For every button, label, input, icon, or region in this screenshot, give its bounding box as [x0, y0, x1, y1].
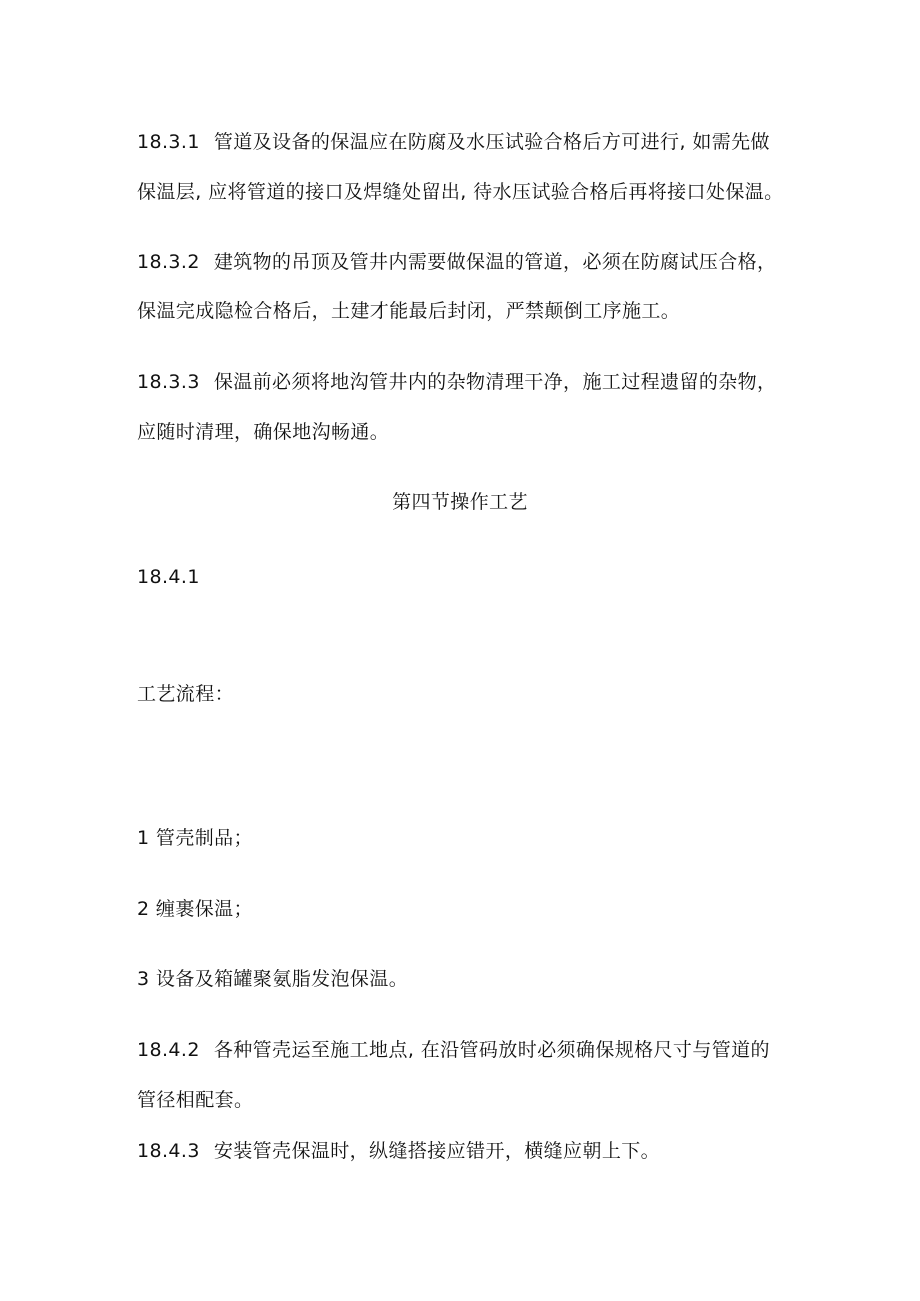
- clause-number: 18.3.1: [137, 131, 200, 153]
- paragraph-18-4-2-line-2: 管径相配套。: [137, 1089, 254, 1111]
- clause-number: 18.3.3: [137, 371, 200, 393]
- clause-number: 18.4.2: [137, 1039, 200, 1061]
- clause-text: 管道及设备的保温应在防腐及水压试验合格后方可进行, 如需先做: [213, 131, 770, 153]
- clause-number: 18.3.2: [137, 251, 200, 273]
- paragraph-18-3-1-line-1: [137, 130, 770, 154]
- clause-text: 安装管壳保温时，纵缝搭接应错开，横缝应朝上下。: [213, 1140, 661, 1162]
- paragraph-18-4-2-line-1: [137, 1038, 770, 1062]
- paragraph-18-3-2-line-2: 保温完成隐检合格后，土建才能最后封闭，严禁颠倒工序施工。: [137, 300, 681, 322]
- process-flow-label: 工艺流程：: [137, 683, 235, 705]
- clause-text: 保温前必须将地沟管井内的杂物清理干净，施工过程遗留的杂物，: [213, 371, 777, 393]
- clause-text: 建筑物的吊顶及管井内需要做保温的管道，必须在防腐试压合格，: [213, 251, 777, 273]
- paragraph-18-3-3-line-1: [137, 370, 776, 394]
- list-item-2: 2 缠裹保温；: [137, 898, 253, 920]
- list-item-1: 1 管壳制品；: [137, 827, 253, 849]
- paragraph-18-4-3-line-1: [137, 1139, 660, 1163]
- paragraph-18-3-2-line-1: [137, 250, 776, 274]
- paragraph-18-4-1-number: 18.4.1: [137, 566, 200, 588]
- section-title: 第四节操作工艺: [392, 491, 528, 513]
- paragraph-18-3-3-line-2: 应随时清理，确保地沟畅通。: [137, 421, 390, 443]
- clause-text: 各种管壳运至施工地点, 在沿管码放时必须确保规格尺寸与管道的: [213, 1039, 770, 1061]
- clause-number: 18.4.3: [137, 1140, 200, 1162]
- paragraph-18-3-1-line-2: 保温层, 应将管道的接口及焊缝处留出, 待水压试验合格后再将接口处保温。: [137, 181, 784, 203]
- list-item-3: 3 设备及箱罐聚氨脂发泡保温。: [137, 968, 409, 990]
